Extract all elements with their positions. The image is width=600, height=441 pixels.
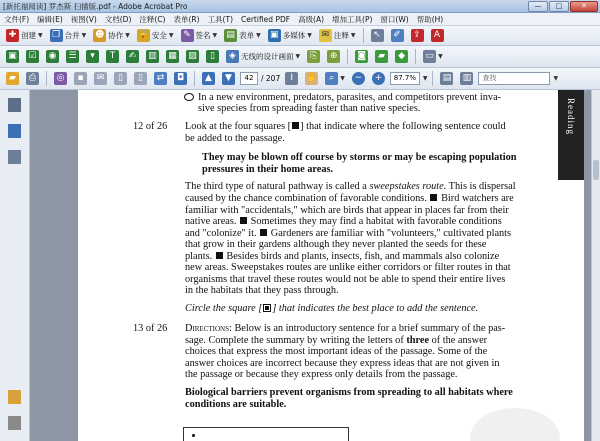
lock-icon: 🔒	[137, 30, 149, 40]
edit-icon: ✐	[391, 29, 404, 42]
attach-icon: ⊕	[327, 50, 340, 63]
envelope-icon: ✉	[94, 72, 107, 85]
export-icon: ⇪	[411, 29, 424, 42]
chevron-down-icon: ▼	[307, 32, 312, 39]
p1-italic: sweepstakes route.	[369, 181, 447, 192]
find-input[interactable]: 查找	[478, 72, 550, 85]
fit-page-icon: ▤	[440, 72, 453, 85]
document-icon: ▯	[206, 50, 219, 63]
attachments-panel-icon[interactable]	[8, 416, 21, 430]
directions-line-4: answer choices are incorrect because they express ideas that are not given in	[185, 358, 500, 369]
acrobat-button[interactable]	[429, 28, 446, 44]
chevron-down-icon: ▼	[125, 32, 130, 39]
grid-icon: ▦	[166, 50, 179, 63]
tool-k-button[interactable]	[204, 49, 221, 65]
tool-f-button[interactable]	[104, 49, 121, 65]
passage-line-2	[185, 193, 514, 205]
insert-sentence-line1: They may be blown off course by storms or may be escaping population	[202, 152, 517, 163]
toolbar-separator	[363, 28, 364, 43]
menu-tools[interactable]: 工具(T)	[207, 14, 233, 24]
tool-d-button[interactable]	[64, 49, 81, 65]
comment-button[interactable]	[317, 28, 358, 44]
close-button[interactable]: ✕	[570, 1, 598, 12]
floppy-icon: ▪	[74, 72, 87, 85]
secure-label: 安全	[151, 31, 167, 40]
tool-o-button[interactable]	[373, 49, 390, 65]
next-page-button[interactable]	[220, 71, 237, 87]
link-icon: ⎘	[307, 50, 320, 63]
menu-window[interactable]: 窗口(W)	[380, 14, 409, 24]
document-icon: ▯	[134, 72, 147, 85]
combine-button[interactable]	[48, 28, 89, 44]
arrow-down-icon: ▼	[222, 72, 235, 85]
passage-line-5	[185, 228, 511, 240]
fit-width-icon: ▥	[460, 72, 473, 85]
multimedia-button[interactable]	[266, 28, 314, 44]
menu-edit[interactable]: 编辑(E)	[37, 14, 63, 24]
passage-line-10: in the habitats that they pass through.	[185, 285, 339, 296]
tool-i-button[interactable]	[164, 49, 181, 65]
watermark-stamp	[470, 408, 560, 441]
forms-label: 表单	[239, 31, 255, 40]
form-icon: ▤	[224, 29, 237, 42]
forms-button[interactable]	[222, 28, 263, 44]
tool-u-button[interactable]	[172, 71, 189, 87]
tool-p-button[interactable]	[393, 49, 410, 65]
window-controls	[528, 1, 598, 12]
choice-text-line2: sive species from spreading faster than native species.	[198, 103, 421, 114]
p5b-text: Gardeners are familiar with "volunteers," cultivated plants	[270, 228, 512, 239]
menu-view[interactable]: 视图(V)	[70, 14, 97, 24]
organizer-icon: ◎	[54, 72, 67, 85]
insert-sentence-line2: pressures in their home areas.	[202, 164, 334, 175]
dropdown-field-icon: ▾	[86, 50, 99, 63]
menu-file[interactable]: 文件(F)	[4, 14, 30, 24]
question-13-number: 13 of 26	[133, 323, 168, 334]
chevron-down-icon: ▼	[438, 53, 443, 60]
bullet-icon	[192, 434, 195, 437]
bookmarks-panel-icon[interactable]	[8, 124, 21, 138]
zoom-dropdown-chevron-icon[interactable]: ▼	[422, 75, 428, 82]
menu-bar	[0, 13, 600, 26]
toolbar-separator	[347, 49, 348, 64]
arrow-up-icon: ▲	[202, 72, 215, 85]
combine-icon: ❐	[50, 29, 63, 42]
toolbar-forms	[0, 46, 600, 68]
square-marker-icon	[263, 304, 271, 312]
organizer-button[interactable]	[52, 71, 69, 87]
comment-label: 注释	[333, 31, 349, 40]
square-marker-icon[interactable]	[216, 252, 223, 259]
toolbar-tasks	[0, 26, 600, 46]
summary-intro-line-1: Biological barriers prevent organisms from spreading to all habitats where	[185, 387, 513, 398]
passage-line-8: new areas. Sweepstakes routes are unlike either corridors or filter routes in that	[185, 262, 511, 273]
toolbar-separator	[46, 71, 47, 86]
tool-h-button[interactable]	[144, 49, 161, 65]
text-field-icon: T	[106, 50, 119, 63]
collaborate-label: 协作	[108, 31, 124, 40]
p7a-text: plants.	[185, 251, 213, 262]
p2a-text: caused by the chance combination of favorable conditions.	[185, 193, 427, 204]
radio-field-icon: ◉	[46, 50, 59, 63]
directions-line-2	[185, 335, 487, 347]
zoom-out-button[interactable]	[350, 71, 367, 87]
document-viewport[interactable]	[30, 90, 591, 441]
question-12-prompt-line2: be added to the passage.	[185, 133, 285, 144]
square-marker-icon[interactable]	[430, 194, 437, 201]
image-field-icon: ▨	[186, 50, 199, 63]
menu-comments[interactable]: 注释(C)	[139, 14, 166, 24]
q12-prompt-part1: Look at the four squares [	[185, 121, 292, 132]
summary-answer-box[interactable]	[183, 427, 349, 441]
zoom-in-button[interactable]	[370, 71, 387, 87]
p4a-text: native areas.	[185, 216, 237, 227]
edit-tool-button[interactable]	[389, 28, 406, 44]
select-text-button[interactable]	[283, 71, 300, 87]
q12-prompt-part2: ] that indicate where the following sentence could	[300, 121, 506, 132]
film-icon: ▣	[268, 29, 281, 42]
minimize-button[interactable]: —	[528, 1, 548, 12]
prev-page-button[interactable]	[200, 71, 217, 87]
window-title: [新托福阅读] 罗杰斯 扫描版.pdf - Adobe Acrobat Pro	[3, 1, 188, 11]
text-cursor-icon: I	[285, 72, 298, 85]
p7b-text: Besides birds and plants, insects, fish, and mammals also colonize	[226, 251, 500, 262]
chevron-down-icon: ▼	[38, 32, 43, 39]
chevron-down-icon: ▼	[81, 32, 87, 39]
printer-icon: ⎙	[26, 72, 39, 85]
scrollbar-thumb[interactable]	[593, 160, 599, 180]
p1-text: The third type of natural pathway is called a	[185, 181, 367, 192]
circle-instruction-part2: ] that indicates the best place to add the sentence.	[272, 303, 479, 314]
create-label: 创建	[21, 31, 36, 40]
pdf-page	[78, 90, 584, 441]
chevron-down-icon: ▼	[350, 32, 356, 39]
plus-icon: +	[372, 72, 385, 85]
folder-icon: ▰	[6, 72, 19, 85]
window-titlebar	[0, 0, 600, 13]
layers-icon: ◆	[395, 50, 408, 63]
directions-line-1	[185, 323, 505, 335]
hand-icon: ✋	[306, 73, 318, 83]
create-pdf-icon: ✚	[6, 29, 19, 42]
attach-icon: ◘	[174, 72, 187, 85]
tool-g-button[interactable]	[124, 49, 141, 65]
comments-panel-icon[interactable]	[8, 390, 21, 404]
directions-label: Directions:	[185, 323, 232, 334]
collaborate-button[interactable]	[91, 28, 132, 44]
vertical-scrollbar[interactable]	[591, 90, 600, 441]
zoom-level-input[interactable]: 87.7%	[390, 72, 420, 85]
create-button[interactable]	[4, 28, 45, 44]
toolbar-navigation	[0, 68, 600, 90]
barcode-field-icon: ▥	[146, 50, 159, 63]
tool-c-button[interactable]	[44, 49, 61, 65]
menu-forms[interactable]: 表单(R)	[173, 14, 200, 24]
answer-choice-radio[interactable]	[184, 93, 194, 101]
toolbar-separator	[432, 71, 433, 86]
share-icon: ⇄	[154, 72, 167, 85]
choice-text-line1: In a new environment, predators, parasites, and competitors prevent inva-	[198, 92, 502, 103]
circle-square-instruction	[185, 303, 478, 315]
panel-icon: ▭	[423, 50, 436, 63]
hand-tool-button[interactable]	[303, 71, 320, 87]
combine-label: 合并	[64, 31, 80, 40]
passage-line-1	[185, 181, 516, 193]
page-number-input[interactable]: 42	[240, 72, 258, 85]
multimedia-label: 多媒体	[282, 31, 306, 40]
tool-b-button[interactable]	[24, 49, 41, 65]
navigation-panel	[0, 90, 30, 441]
acrobat-icon: A	[431, 29, 444, 42]
chevron-down-icon: ▼	[340, 75, 345, 82]
signature-field-icon: ✍	[126, 50, 139, 63]
tool-a-button[interactable]	[4, 49, 21, 65]
summary-intro-line-2: conditions are suitable.	[185, 399, 287, 410]
circle-instruction-part1: Circle the square [	[185, 303, 263, 314]
button-field-icon: ▣	[6, 50, 19, 63]
secure-button[interactable]	[135, 28, 176, 44]
directions-text-2b: of the answer	[431, 335, 488, 346]
p5a-text: and "colonize" it.	[185, 228, 257, 239]
wireless-design-button[interactable]	[224, 49, 302, 65]
design-icon: ◈	[226, 50, 239, 63]
p1-end: This is dispersal	[448, 181, 516, 192]
signatures-panel-icon[interactable]	[8, 150, 21, 164]
p2b-text: Bird watchers are	[441, 193, 514, 204]
tool-n-button[interactable]	[353, 49, 370, 65]
chevron-down-icon: ▼	[168, 32, 174, 39]
passage-line-6: that grow in their gardens although they never planted the seeds for these	[185, 239, 487, 250]
speech-bubble-icon: ◙	[355, 50, 368, 63]
sign-button[interactable]	[179, 28, 220, 44]
total-pages: / 207	[261, 74, 281, 83]
tool-t-button[interactable]	[152, 71, 169, 87]
menu-addtools[interactable]: 增加工具(P)	[332, 14, 373, 24]
directions-text-1: Below is an introductory sentence for a brief summary of the pas-	[234, 323, 506, 334]
reading-section-tab	[558, 90, 584, 180]
sign-label: 签名	[195, 31, 211, 40]
directions-text-2a: sage. Complete the summary by writing the letters of	[185, 335, 404, 346]
fit-page-button[interactable]	[438, 71, 455, 87]
tool-j-button[interactable]	[184, 49, 201, 65]
question-12-number: 12 of 26	[133, 121, 168, 132]
fit-width-button[interactable]	[458, 71, 475, 87]
collaborate-icon: ☻	[95, 30, 105, 40]
tool-e-button[interactable]	[84, 49, 101, 65]
maximize-button[interactable]: □	[549, 1, 569, 12]
magnifier-icon: ⌕	[325, 72, 338, 85]
passage-line-4	[185, 216, 502, 228]
passage-line-3: familiar with "accidentals," which are birds that appear in places far from their	[185, 205, 509, 216]
tool-l-button[interactable]	[305, 49, 322, 65]
toolbar-separator	[415, 49, 416, 64]
chevron-down-icon: ▼	[256, 32, 261, 39]
directions-three: three	[406, 335, 430, 346]
menu-certified-pdf[interactable]: Certified PDF	[241, 14, 291, 24]
toolbar-separator	[194, 71, 195, 86]
listbox-field-icon: ☰	[66, 50, 79, 63]
chevron-down-icon: ▼	[295, 53, 301, 60]
stamp-icon: ▰	[375, 50, 388, 63]
print-button[interactable]	[24, 71, 41, 87]
comment-icon: ✉	[319, 29, 332, 42]
reading-tab-label: Reading	[566, 98, 576, 135]
tool-s-button[interactable]	[132, 71, 149, 87]
email-button[interactable]	[92, 71, 109, 87]
minus-icon: −	[352, 72, 365, 85]
menu-advanced[interactable]: 高级(A)	[298, 14, 325, 24]
passage-line-9: organisms that travel these routes would not be able to spend their entire lives	[185, 274, 506, 285]
tool-q-button[interactable]	[421, 49, 445, 65]
menu-help[interactable]: 帮助(H)	[416, 14, 444, 24]
find-dropdown-chevron-icon[interactable]: ▼	[553, 75, 559, 82]
chevron-down-icon: ▼	[212, 32, 218, 39]
pen-sign-icon: ✎	[181, 29, 194, 42]
zoom-tool-button[interactable]	[323, 71, 347, 87]
directions-line-3: choices that express the most important ideas of the passage. Some of the	[185, 346, 488, 357]
wireless-design-label: 无线的设计画面	[241, 52, 294, 61]
tool-m-button[interactable]	[325, 49, 342, 65]
menu-document[interactable]: 文档(D)	[104, 14, 132, 24]
document-icon: ▯	[114, 72, 127, 85]
tool-r-button[interactable]	[112, 71, 129, 87]
square-marker-icon[interactable]	[260, 229, 267, 236]
save-button[interactable]	[72, 71, 89, 87]
question-12-prompt-line1	[185, 121, 506, 133]
cursor-icon: ↖	[371, 29, 384, 42]
pages-panel-icon[interactable]	[8, 98, 21, 112]
directions-line-5: the passage or because they express only details from the passage.	[185, 369, 458, 380]
select-tool-button[interactable]	[369, 28, 386, 44]
open-button[interactable]	[4, 71, 21, 87]
square-marker-icon	[292, 122, 299, 129]
passage-line-7	[185, 251, 499, 263]
export-button[interactable]	[409, 28, 426, 44]
checkbox-field-icon: ☑	[26, 50, 39, 63]
p4b-text: Sometimes they may find a habitat with favorable conditions	[250, 216, 502, 227]
square-marker-icon[interactable]	[240, 217, 247, 224]
